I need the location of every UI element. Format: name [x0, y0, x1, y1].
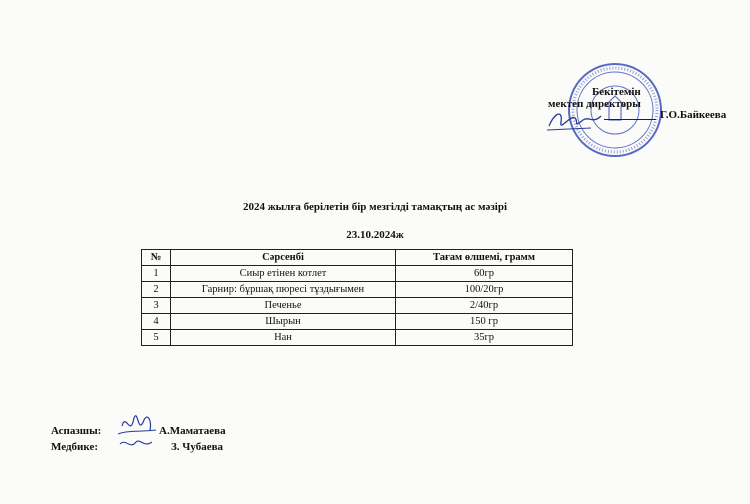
- approval-line-2: мектеп директоры: [548, 97, 641, 110]
- row-number: 2: [142, 282, 171, 298]
- row-portion: 150 гр: [396, 314, 573, 330]
- table-row: [142, 330, 573, 346]
- signature-role: Аспазшы:: [51, 425, 102, 437]
- approval-line-3: [548, 110, 726, 122]
- row-number: 3: [142, 298, 171, 314]
- table-row: [142, 298, 573, 314]
- director-name: Г.О.Байкеева: [660, 109, 727, 121]
- signature-person: А.Маматаева: [159, 425, 226, 437]
- menu-date: 23.10.2024ж: [346, 229, 404, 241]
- header-day: Сәрсенбі: [171, 250, 396, 266]
- table-row: [142, 282, 573, 298]
- row-number: 1: [142, 266, 171, 282]
- page-title: 2024 жылға берілетін бір мезгілді тамақтың ас мәзірі: [242, 201, 508, 213]
- table-header-row: [142, 250, 573, 266]
- row-portion: 100/20гр: [396, 282, 573, 298]
- signature-line: [604, 110, 656, 120]
- header-number: №: [142, 250, 171, 266]
- header-portion: Тағам өлшемі, грамм: [396, 250, 573, 266]
- row-dish: Гарнир: бұршақ пюресі тұздығымен: [171, 282, 396, 298]
- approval-block: [548, 87, 726, 122]
- row-portion: 35гр: [396, 330, 573, 346]
- signature-row: [51, 423, 226, 439]
- table-row: [142, 314, 573, 330]
- row-number: 5: [142, 330, 171, 346]
- row-dish: Нан: [171, 330, 396, 346]
- signatures-block: [51, 423, 226, 455]
- table-row: [142, 266, 573, 282]
- row-number: 4: [142, 314, 171, 330]
- row-dish: Печенье: [171, 298, 396, 314]
- menu-table: [141, 249, 573, 346]
- row-dish: Сиыр етінен котлет: [171, 266, 396, 282]
- row-portion: 2/40гр: [396, 298, 573, 314]
- row-dish: Шырын: [171, 314, 396, 330]
- signature-row: [51, 439, 226, 455]
- approval-line-1: Бекітемін: [592, 86, 641, 98]
- signature-person: З. Чубаева: [171, 441, 224, 453]
- signature-role: Медбике:: [51, 441, 98, 453]
- row-portion: 60гр: [396, 266, 573, 282]
